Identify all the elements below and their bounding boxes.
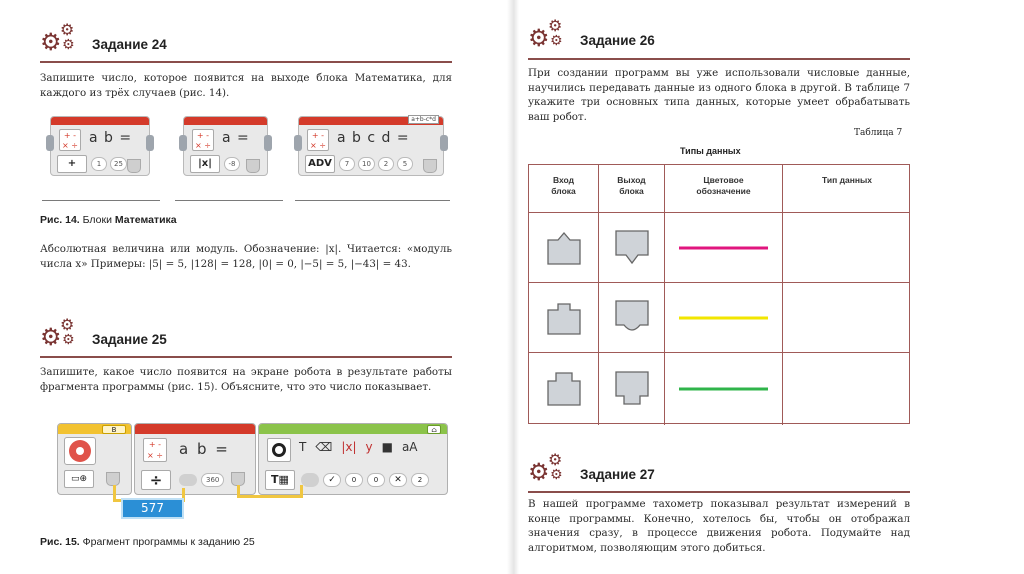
col-header-output: [599, 165, 665, 212]
math-output-plug: [231, 472, 245, 486]
math-input-a[interactable]: 1: [91, 157, 107, 171]
task-26-underline: [528, 58, 910, 60]
figure-14-bold: Математика: [114, 214, 177, 226]
math-mode-button[interactable]: |x|: [190, 155, 220, 173]
sensor-block: [57, 423, 132, 495]
table-row-2: [529, 283, 909, 353]
math-input-a[interactable]: 7: [339, 157, 355, 171]
book-gutter: [507, 0, 519, 574]
math-input-c[interactable]: 2: [378, 157, 394, 171]
math-ops-icon: + - × ÷: [192, 129, 214, 151]
math-formula-label: a+b-c*d: [408, 115, 439, 124]
math-input-b[interactable]: 360: [201, 473, 224, 487]
task-25-title: Задание 25: [92, 332, 167, 347]
clear-screen-input[interactable]: ✓: [323, 473, 341, 487]
y-position-icon: y: [365, 440, 373, 454]
col-header-type: [783, 165, 911, 212]
modulus-paragraph: Абсолютная величина или модуль. Обозначение: |x|. Читается: «модуль числа x» Примеры: |5| = 5, |128| = 128, |0| = 0, |−5| = 5, |−43| = 43.: [40, 243, 452, 270]
gears-icon: ⚙ ⚙ ⚙: [40, 315, 75, 351]
color-input[interactable]: ✕: [389, 473, 407, 487]
math-output-plug: [246, 159, 260, 173]
text-icon: T: [299, 440, 307, 454]
text-input-socket-icon: [546, 371, 582, 407]
math-ops-icon: + - × ÷: [59, 129, 81, 151]
y-input[interactable]: 0: [367, 473, 385, 487]
math-output-plug: [127, 159, 141, 173]
motor-rotation-icon: [64, 437, 96, 465]
figure-15-caption: [40, 536, 255, 548]
data-wire: [182, 488, 185, 491]
display-mode-button[interactable]: T▦: [265, 470, 295, 490]
figure-15-text: Фрагмент программы к заданию 25: [82, 536, 255, 548]
task-24-title: Задание 24: [92, 37, 167, 52]
table-header-row: [529, 165, 909, 213]
text-input-plugged: [301, 473, 319, 487]
table-7-title: Типы данных: [680, 146, 741, 156]
gears-icon: ⚙ ⚙ ⚙: [528, 16, 563, 52]
logic-wire-color: [679, 316, 768, 319]
data-wire: [237, 495, 302, 498]
eraser-icon: ⌫: [315, 440, 333, 454]
math-input-a[interactable]: -8: [224, 157, 240, 171]
input-a-plugged: [179, 474, 197, 486]
port-selector[interactable]: B: [102, 425, 126, 434]
text-type-answer-cell[interactable]: [783, 353, 911, 425]
task-24-header: [40, 22, 167, 56]
col-header-output-label: Выход блока: [617, 175, 646, 196]
math-block-vars: a =: [222, 130, 250, 146]
math-block-vars: a b =: [179, 440, 230, 458]
math-input-b[interactable]: 25: [110, 157, 127, 171]
text-wire-color: [679, 388, 768, 391]
col-header-input-label: Вход блока: [551, 175, 576, 196]
math-block-abs: [183, 116, 268, 176]
data-types-table: [528, 164, 910, 424]
task-25-text: Запишите, какое число появится на экране робота в результате работы фрагмента программы (рис. 15). Объясните, что это число показывает.: [40, 366, 452, 393]
data-wire: [300, 485, 303, 498]
logic-output-plug-icon: [614, 299, 650, 337]
figure-14-number: Рис. 14.: [40, 214, 80, 226]
col-header-type-label: Тип данных: [822, 175, 872, 185]
table-7-label: Таблица 7: [854, 128, 903, 138]
gears-icon: ⚙ ⚙ ⚙: [40, 20, 75, 56]
font-icon: aA: [401, 440, 418, 454]
math-mode-button[interactable]: +: [57, 155, 87, 173]
display-block: [258, 423, 448, 495]
numeric-input-socket-icon: [546, 230, 582, 266]
task-25-underline: [40, 356, 452, 358]
task-25-header: [40, 317, 167, 351]
math-input-d[interactable]: 5: [397, 157, 413, 171]
task-24-underline: [40, 61, 452, 63]
display-param-icons: [299, 440, 449, 454]
figure-14-text: Блоки: [82, 214, 112, 226]
figure-14-caption: [40, 214, 177, 226]
col-header-input: [529, 165, 599, 212]
math-block-vars: a b =: [89, 130, 133, 146]
gears-icon: ⚙ ⚙ ⚙: [528, 450, 563, 486]
numeric-type-answer-cell[interactable]: [783, 213, 911, 282]
col-header-color-label: Цветовое обозначение: [696, 175, 751, 196]
x-position-icon: |x|: [341, 440, 357, 454]
task-27-header: [528, 452, 655, 486]
display-screen-icon: [267, 438, 291, 462]
table-row-1: [529, 213, 909, 283]
math-input-b[interactable]: 10: [358, 157, 375, 171]
x-input[interactable]: 0: [345, 473, 363, 487]
display-home-icon: ⌂: [427, 425, 441, 434]
math-block-add: [50, 116, 150, 176]
col-header-color: [665, 165, 783, 212]
math-block-advanced: [298, 116, 444, 176]
output-value-display: 577: [121, 498, 184, 519]
divide-mode-button[interactable]: ÷: [141, 470, 171, 490]
table-row-3: [529, 353, 909, 425]
task-27-text: В нашей программе тахометр показывал результат измерений в конце программы. Конечно, хотелось бы, чтобы он отображал значения сразу, в процессе движения робота. Подумайте над алгоритмом, позволяющим этого добиться.: [528, 498, 910, 554]
task-27-title: Задание 27: [580, 467, 655, 482]
math-ops-icon: + - × ÷: [307, 129, 329, 151]
text-output-plug-icon: [614, 370, 650, 408]
task-26-text: При создании программ вы уже использовали числовые данные, научились передавать данные из одного блока в другой. В таблице 7 укажите три основных типа данных, которые умеет обрабатывать ваш робот.: [528, 67, 910, 123]
math-output-plug: [423, 159, 437, 173]
math-block-vars: a b c d =: [337, 130, 410, 146]
font-input[interactable]: 2: [411, 473, 429, 487]
answer-line-2[interactable]: [175, 200, 283, 201]
task-26-header: [528, 18, 655, 52]
logic-type-answer-cell[interactable]: [783, 283, 911, 352]
numeric-output-plug-icon: [614, 229, 650, 267]
task-27-underline: [528, 491, 910, 493]
task-24-text: Запишите число, которое появится на выходе блока Математика, для каждого из трёх случаев (рис. 14).: [40, 72, 452, 99]
logic-input-socket-icon: [546, 300, 582, 336]
color-icon: ■: [381, 440, 393, 454]
answer-line-3[interactable]: [295, 200, 450, 201]
numeric-wire-color: [679, 246, 768, 249]
sensor-mode-button[interactable]: ▭⊕: [64, 470, 94, 488]
task-26-title: Задание 26: [580, 33, 655, 48]
answer-line-1[interactable]: [42, 200, 160, 201]
figure-15-number: Рис. 15.: [40, 536, 80, 548]
math-mode-button[interactable]: ADV: [305, 155, 335, 173]
math-ops-icon: + - × ÷: [143, 438, 167, 462]
sensor-output-plug: [106, 472, 120, 486]
